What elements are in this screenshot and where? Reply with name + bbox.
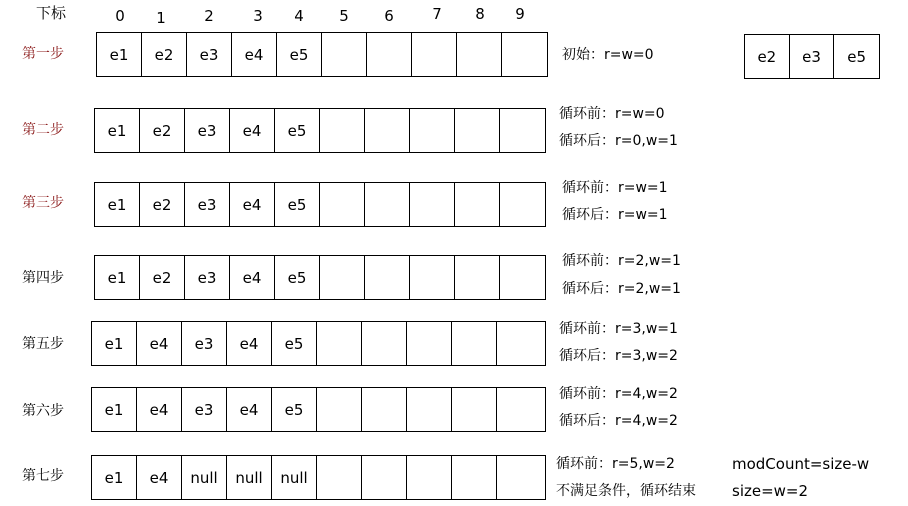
array-cell: e3	[185, 109, 230, 152]
step-1-array	[96, 32, 548, 77]
step-5-note-2: 循环后：r=3,w=2	[559, 348, 678, 364]
step-2-array	[94, 108, 546, 153]
array-cell: e1	[95, 109, 140, 152]
index-4: 4	[294, 7, 304, 25]
array-cell: e1	[92, 456, 137, 499]
array-cell	[362, 456, 407, 499]
array-cell	[320, 109, 365, 152]
array-cell	[407, 388, 452, 431]
array-cell: e4	[230, 256, 275, 299]
index-6: 6	[384, 7, 394, 25]
array-cell	[455, 256, 500, 299]
step-7-label: 第七步	[22, 468, 64, 484]
step-5-array	[91, 321, 546, 366]
array-cell: e2	[140, 109, 185, 152]
step-3-label: 第三步	[22, 195, 64, 211]
array-cell	[502, 33, 547, 76]
array-cell: null	[272, 456, 317, 499]
step-6-label: 第六步	[22, 403, 64, 419]
index-7: 7	[432, 5, 442, 23]
array-cell: e1	[95, 183, 140, 226]
array-cell: e4	[137, 456, 182, 499]
array-cell	[365, 109, 410, 152]
array-cell: e5	[847, 47, 867, 66]
array-cell: e2	[142, 33, 187, 76]
array-cell	[407, 322, 452, 365]
index-9: 9	[515, 5, 525, 23]
array-cell	[500, 256, 545, 299]
array-cell: e3	[185, 183, 230, 226]
index-3: 3	[253, 7, 263, 25]
array-cell: e3	[185, 256, 230, 299]
index-2: 2	[204, 7, 214, 25]
array-cell	[322, 33, 367, 76]
array-cell: e1	[95, 256, 140, 299]
array-cell: e5	[275, 183, 320, 226]
array-cell	[367, 33, 412, 76]
step-6-note-1: 循环前：r=4,w=2	[559, 386, 678, 402]
array-cell: e5	[272, 388, 317, 431]
step-6-note-2: 循环后：r=4,w=2	[559, 413, 678, 429]
step-2-label: 第二步	[22, 122, 64, 138]
array-cell: e5	[272, 322, 317, 365]
step-5-note-1: 循环前：r=3,w=1	[559, 321, 678, 337]
array-cell: e4	[230, 183, 275, 226]
step-3-array	[94, 182, 546, 227]
array-cell	[410, 183, 455, 226]
array-cell	[410, 109, 455, 152]
array-cell: e3	[790, 35, 835, 78]
array-cell: e1	[92, 322, 137, 365]
array-cell	[500, 109, 545, 152]
summary-modcount: modCount=size-w	[732, 455, 870, 473]
step-1-label: 第一步	[22, 46, 64, 62]
array-cell	[455, 183, 500, 226]
array-cell	[455, 109, 500, 152]
array-cell: e4	[227, 322, 272, 365]
array-cell: null	[227, 456, 272, 499]
array-cell	[410, 256, 455, 299]
step-4-note-1: 循环前：r=2,w=1	[562, 253, 681, 269]
array-cell: e3	[182, 322, 227, 365]
step-7-array	[91, 455, 546, 500]
array-cell: e4	[232, 33, 277, 76]
step-5-label: 第五步	[22, 336, 64, 352]
array-cell: null	[182, 456, 227, 499]
array-cell: e5	[275, 256, 320, 299]
step-3-note-1: 循环前：r=w=1	[562, 180, 668, 196]
array-cell	[452, 456, 497, 499]
array-cell: e4	[227, 388, 272, 431]
array-cell	[365, 183, 410, 226]
step-1-note-1: 初始：r=w=0	[562, 47, 654, 63]
array-cell: e1	[92, 388, 137, 431]
step-4-array	[94, 255, 546, 300]
index-0: 0	[115, 7, 125, 25]
index-1: 1	[156, 9, 166, 27]
removal-set-array	[744, 34, 880, 79]
summary-size: size=w=2	[732, 482, 809, 500]
array-cell	[452, 388, 497, 431]
array-cell	[320, 183, 365, 226]
array-cell	[452, 322, 497, 365]
array-cell	[497, 456, 542, 499]
array-cell: e2	[140, 183, 185, 226]
step-3-note-2: 循环后：r=w=1	[562, 207, 668, 223]
step-4-note-2: 循环后：r=2,w=1	[562, 281, 681, 297]
step-4-label: 第四步	[22, 270, 64, 286]
array-cell: e4	[230, 109, 275, 152]
array-cell	[317, 388, 362, 431]
index-5: 5	[339, 7, 349, 25]
array-cell: e2	[140, 256, 185, 299]
array-cell	[317, 322, 362, 365]
array-cell	[497, 388, 542, 431]
array-cell: e2	[745, 35, 790, 78]
array-cell	[320, 256, 365, 299]
array-cell	[365, 256, 410, 299]
array-cell	[497, 322, 542, 365]
step-7-note-1: 循环前：r=5,w=2	[556, 456, 675, 472]
step-6-array	[91, 387, 546, 432]
step-7-note-2: 不满足条件，循环结束	[556, 483, 696, 499]
array-cell: e4	[137, 322, 182, 365]
array-cell	[500, 183, 545, 226]
array-cell	[362, 322, 407, 365]
array-cell	[412, 33, 457, 76]
array-cell: e1	[97, 33, 142, 76]
array-cell: e3	[187, 33, 232, 76]
step-2-note-2: 循环后：r=0,w=1	[559, 133, 678, 149]
array-cell	[317, 456, 362, 499]
array-cell: e4	[137, 388, 182, 431]
array-cell	[457, 33, 502, 76]
index-header-label: 下标	[36, 4, 67, 22]
array-cell	[362, 388, 407, 431]
index-8: 8	[475, 5, 485, 23]
array-cell: e5	[275, 109, 320, 152]
step-2-note-1: 循环前：r=w=0	[559, 106, 665, 122]
array-cell	[407, 456, 452, 499]
array-cell: e5	[277, 33, 322, 76]
array-cell: e3	[182, 388, 227, 431]
